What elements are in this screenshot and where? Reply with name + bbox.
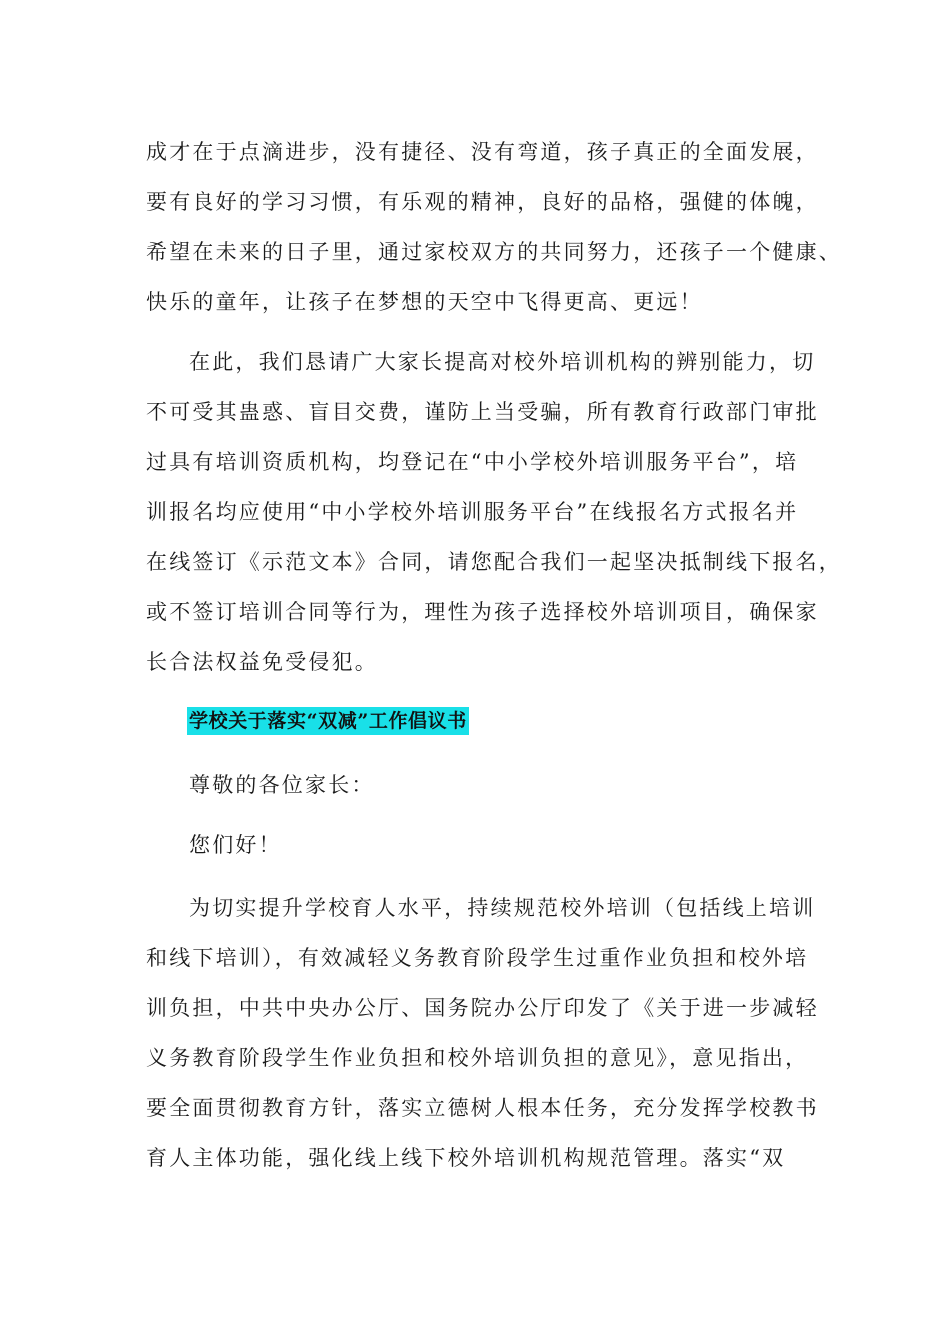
text-line: 不可受其蛊惑、盲目交费，谨防上当受骗，所有教育行政部门审批 [146,400,819,424]
text-line: 要全面贯彻教育方针，落实立德树人根本任务，充分发挥学校教书 [146,1096,819,1120]
text-line: 过具有培训资质机构，均登记在“中小学校外培训服务平台”，培 [146,450,799,474]
text-line: 训负担，中共中央办公厅、国务院办公厅印发了《关于进一步减轻 [146,996,819,1020]
text-line: 义务教育阶段学生作业负担和校外培训负担的意见》，意见指出， [146,1046,809,1070]
text-line: 训报名均应使用“中小学校外培训服务平台”在线报名方式报名并 [146,500,799,524]
text-line: 成才在于点滴进步，没有捷径、没有弯道，孩子真正的全面发展， [146,140,819,164]
text-line: 育人主体功能，强化线上线下校外培训机构规范管理。落实“双 [146,1146,786,1170]
text-line: 在线签订《示范文本》合同，请您配合我们一起坚决抵制线下报名， [146,550,842,574]
text-line: 长合法权益免受侵犯。 [146,650,378,674]
section-title: 学校关于落实“双减”工作倡议书 [187,707,469,735]
text-line: 快乐的童年，让孩子在梦想的天空中飞得更高、更远！ [146,290,703,314]
salutation: 尊敬的各位家长： [189,773,375,797]
text-line: 或不签订培训合同等行为，理性为孩子选择校外培训项目，确保家 [146,600,819,624]
text-line: 和线下培训），有效减轻义务教育阶段学生过重作业负担和校外培 [146,946,809,970]
text-line: 希望在未来的日子里，通过家校双方的共同努力，还孩子一个健康、 [146,240,842,264]
greeting: 您们好！ [189,833,282,857]
text-line: 为切实提升学校育人水平，持续规范校外培训（包括线上培训 [189,896,816,920]
text-line: 要有良好的学习习惯，有乐观的精神，良好的品格，强健的体魄， [146,190,819,214]
text-line: 在此，我们恳请广大家长提高对校外培训机构的辨别能力，切 [189,350,816,374]
